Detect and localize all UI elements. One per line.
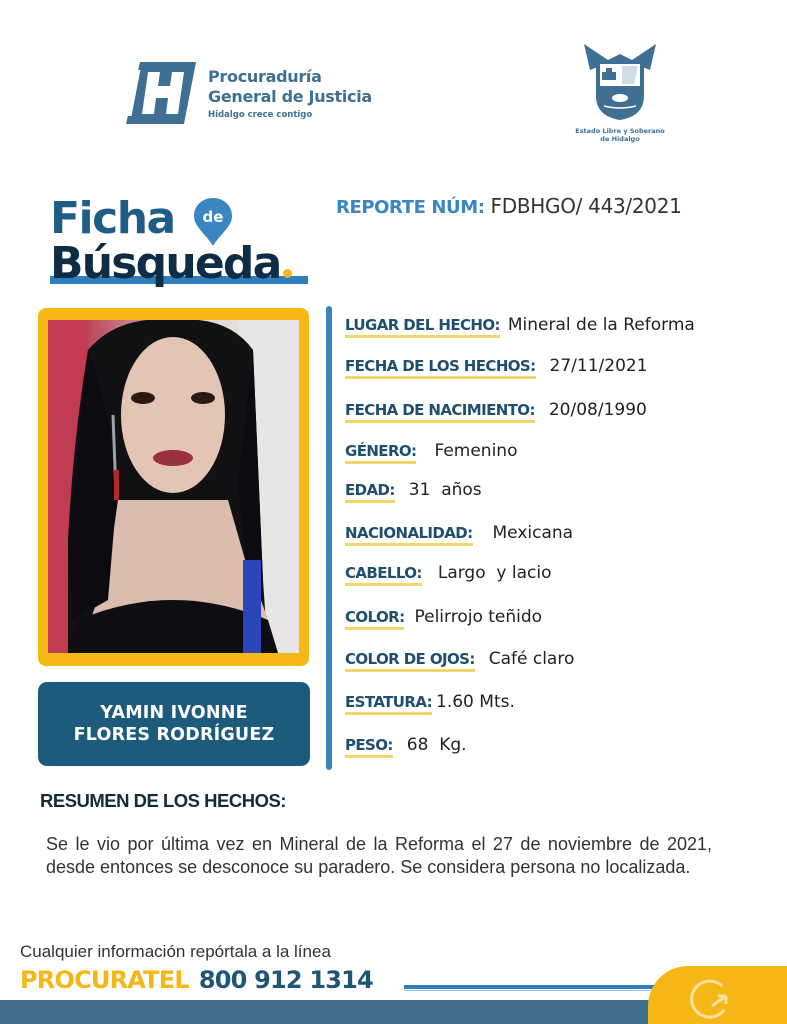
- field-label: EDAD:: [345, 481, 395, 503]
- field-label: COLOR:: [345, 608, 404, 630]
- field-value: 27/11/2021: [549, 356, 648, 376]
- page-title: [50, 193, 292, 289]
- circular-arrow-icon: [686, 976, 734, 1024]
- footer-rule: [404, 985, 654, 989]
- person-name-card: [38, 682, 310, 766]
- agency-name-line2: General de Justicia: [208, 86, 372, 106]
- hidalgo-coat-of-arms-icon: [578, 40, 662, 122]
- field-value: Largo y lacio: [437, 563, 552, 583]
- title-pin-text: de: [202, 208, 224, 226]
- field-fecha-de-los-hechos: [345, 356, 648, 379]
- field-label: GÉNERO:: [345, 442, 416, 464]
- field-genero: [345, 441, 517, 464]
- field-label: LUGAR DEL HECHO:: [345, 316, 500, 338]
- field-value: 20/08/1990: [548, 400, 647, 420]
- title-line1: Ficha: [50, 193, 175, 244]
- field-value: Café claro: [488, 649, 575, 669]
- summary-text: Se le vio por última vez en Mineral de la Reforma el 27 de noviembre de 2021, desde entonces se desconoce su paradero. Se considera persona no localizada.: [46, 834, 712, 877]
- field-label: FECHA DE NACIMIENTO:: [345, 401, 535, 423]
- photo-frame: [38, 308, 309, 666]
- footer-note: Cualquier información repórtala a la línea: [20, 942, 331, 961]
- field-color: [345, 607, 542, 630]
- agency-name: [208, 67, 372, 120]
- report-label: REPORTE NÚM:: [336, 197, 485, 218]
- report-value: FDBHGO/ 443/2021: [490, 194, 682, 218]
- agency-name-line1: Procuraduría: [208, 66, 322, 86]
- field-estatura: [345, 692, 515, 715]
- state-crest: [572, 40, 668, 143]
- title-dot: [283, 269, 292, 278]
- field-lugar-del-hecho: [345, 315, 695, 338]
- field-label: ESTATURA:: [345, 693, 432, 715]
- field-nacionalidad: [345, 523, 573, 546]
- field-color-de-ojos: [345, 649, 574, 672]
- field-value: Mexicana: [492, 523, 574, 543]
- report-number: [336, 194, 682, 218]
- person-portrait-icon: [48, 320, 299, 653]
- agency-logo: [126, 62, 372, 124]
- field-value: Femenino: [434, 441, 518, 461]
- person-name-line2: FLORES RODRÍGUEZ: [73, 725, 275, 745]
- vertical-divider: [326, 306, 332, 770]
- field-peso: [345, 735, 467, 758]
- title-line2: [50, 238, 292, 289]
- hotline-number[interactable]: 800 912 1314: [198, 966, 373, 994]
- person-name-line1: YAMIN IVONNE: [100, 703, 248, 723]
- hotline-name: PROCURATEL: [20, 966, 189, 994]
- field-fecha-de-nacimiento: [345, 400, 647, 423]
- field-value: Mineral de la Reforma: [507, 315, 695, 335]
- field-label: NACIONALIDAD:: [345, 524, 473, 546]
- field-value: 31 años: [408, 480, 482, 500]
- crest-caption-line2: de Hidalgo: [600, 135, 640, 143]
- pgj-h-logo-icon: [126, 62, 196, 124]
- field-value: 68 Kg.: [406, 735, 467, 755]
- title-line2-text: Búsqueda: [50, 238, 281, 289]
- footer-badge: [648, 966, 787, 1024]
- footer-band: [0, 1000, 700, 1024]
- field-label: CABELLO:: [345, 564, 422, 586]
- field-edad: [345, 480, 482, 503]
- missing-person-photo: [48, 320, 299, 653]
- field-label: PESO:: [345, 736, 393, 758]
- field-value: Pelirrojo teñido: [414, 607, 543, 627]
- field-value: 1.60 Mts.: [436, 692, 515, 712]
- footer-rule-thin: [404, 990, 654, 991]
- field-label: FECHA DE LOS HECHOS:: [345, 357, 536, 379]
- agency-tagline: Hidalgo crece contigo: [208, 109, 313, 120]
- field-label: COLOR DE OJOS:: [345, 650, 475, 672]
- field-cabello: [345, 563, 552, 586]
- summary-title: RESUMEN DE LOS HECHOS:: [40, 790, 286, 811]
- crest-caption-line1: Estado Libre y Soberano: [575, 127, 665, 135]
- hotline: [20, 966, 373, 994]
